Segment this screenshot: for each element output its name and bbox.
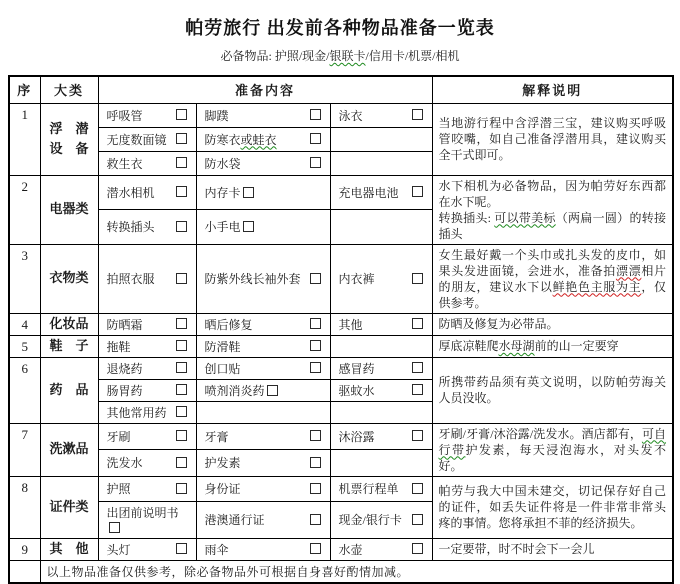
row-explanation xyxy=(432,335,673,357)
checkbox[interactable] xyxy=(310,133,321,144)
checkbox[interactable] xyxy=(310,157,321,168)
item-cell xyxy=(196,335,330,357)
item-cell xyxy=(330,210,432,245)
row-category: 鞋 子 xyxy=(40,335,98,357)
explanation-paragraph xyxy=(439,541,667,557)
item-cell xyxy=(196,450,330,477)
checkbox[interactable] xyxy=(176,133,187,144)
item-label xyxy=(107,384,143,398)
item-cell xyxy=(196,313,330,335)
row-explanation xyxy=(432,423,673,476)
item-cell xyxy=(330,538,432,560)
text-segment: 或蛙衣 xyxy=(240,132,277,147)
item-label xyxy=(107,340,131,354)
checkbox[interactable] xyxy=(310,318,321,329)
checkbox[interactable] xyxy=(310,273,321,284)
item-label xyxy=(107,133,167,147)
text-segment: 港澳通行证 xyxy=(204,513,265,527)
row-seq: 8 xyxy=(9,476,40,538)
checkbox[interactable] xyxy=(310,483,321,494)
row-explanation xyxy=(432,476,673,538)
item-cell xyxy=(330,103,432,127)
text-segment: 所携带药品须有英文说明，以防帕劳海关人员没收。 xyxy=(438,375,667,405)
footer-note: 以上物品准备仅供参考，除必备物品外可根据自身喜好酌情加减。 xyxy=(40,560,673,583)
item-cell xyxy=(196,357,330,379)
checkbox[interactable] xyxy=(109,522,120,533)
item-label xyxy=(107,186,155,200)
item-label xyxy=(205,318,253,332)
text-segment: 无度数面镜 xyxy=(106,132,167,147)
checkbox[interactable] xyxy=(412,318,423,329)
header-row xyxy=(9,76,673,103)
item-cell xyxy=(196,423,330,450)
checkbox[interactable] xyxy=(412,430,423,441)
text-segment: 肠胃药 xyxy=(106,383,143,398)
checkbox[interactable] xyxy=(310,430,321,441)
item-cell xyxy=(196,379,330,401)
footer-empty-cell xyxy=(9,560,40,583)
table-row xyxy=(9,476,673,501)
text-segment: 防紫外线长袖外套 xyxy=(204,272,301,286)
row-explanation xyxy=(432,175,673,244)
table-row xyxy=(9,103,673,127)
header-content: 准备内容 xyxy=(98,76,432,103)
text-segment: 充电器电池 xyxy=(338,185,399,200)
item-label xyxy=(107,362,143,376)
text-segment: 身份证 xyxy=(204,482,241,496)
text-segment: 救生衣 xyxy=(106,156,143,171)
text-segment: 创口贴 xyxy=(204,361,241,376)
explanation-paragraph xyxy=(439,115,667,163)
item-label xyxy=(205,543,229,557)
checkbox[interactable] xyxy=(176,340,187,351)
text-segment: 一定要带，时不时会下一会儿 xyxy=(438,542,595,556)
item-cell xyxy=(98,379,196,401)
checkbox[interactable] xyxy=(267,385,278,396)
explanation-paragraph xyxy=(439,178,667,210)
text-segment: 牙刷 xyxy=(106,429,131,444)
checkbox[interactable] xyxy=(412,273,423,284)
table-row xyxy=(9,335,673,357)
checkbox[interactable] xyxy=(243,221,254,232)
item-cell xyxy=(98,151,196,175)
item-label xyxy=(205,340,241,354)
checkbox[interactable] xyxy=(412,109,423,120)
item-cell xyxy=(330,313,432,335)
text-segment: 防滑鞋 xyxy=(204,339,241,354)
item-label xyxy=(107,157,143,171)
item-cell xyxy=(196,244,330,313)
item-label xyxy=(339,318,363,332)
text-segment: 水壶 xyxy=(338,542,363,557)
item-cell xyxy=(98,335,196,357)
document-page xyxy=(0,14,680,579)
item-label xyxy=(107,109,143,123)
text-segment: 退烧药 xyxy=(106,361,143,376)
item-cell xyxy=(330,151,432,175)
item-cell xyxy=(330,357,432,379)
item-label xyxy=(205,133,277,147)
text-segment: 头灯 xyxy=(106,542,131,557)
item-label xyxy=(339,272,375,286)
text-segment: 牙膏 xyxy=(204,429,229,444)
item-cell xyxy=(330,379,432,401)
row-category: 电器类 xyxy=(40,175,98,244)
header-explanation: 解释说明 xyxy=(432,76,673,103)
explanation-paragraph xyxy=(439,426,667,474)
checkbox[interactable] xyxy=(310,340,321,351)
item-cell xyxy=(98,401,196,423)
item-cell xyxy=(196,175,330,210)
text-segment: 漂漂 xyxy=(615,263,642,278)
checkbox[interactable] xyxy=(412,186,423,197)
item-cell xyxy=(98,313,196,335)
item-label xyxy=(339,186,399,200)
checkbox[interactable] xyxy=(176,109,187,120)
text-segment: 可自行带 xyxy=(438,426,667,457)
text-segment: 小手电 xyxy=(204,220,241,235)
item-cell xyxy=(196,210,330,245)
text-segment: 可以带美标 xyxy=(494,210,556,225)
text-segment: 牙刷/牙膏/沐浴露/洗发水。酒店都有， xyxy=(438,426,642,441)
checkbox[interactable] xyxy=(310,109,321,120)
checkbox[interactable] xyxy=(412,514,423,525)
item-label xyxy=(205,220,241,234)
text-segment: 脚蹼 xyxy=(204,108,229,123)
item-cell xyxy=(98,476,196,501)
subtitle-prefix: 必备物品: xyxy=(220,49,275,63)
item-cell xyxy=(330,175,432,210)
item-label xyxy=(107,482,131,496)
text-segment: 转换插头: xyxy=(438,210,495,225)
row-category: 证件类 xyxy=(40,476,98,538)
item-cell xyxy=(98,357,196,379)
table-row xyxy=(9,244,673,313)
row-explanation xyxy=(432,313,673,335)
checkbox[interactable] xyxy=(176,483,187,494)
text-segment: 内存卡 xyxy=(204,185,241,200)
text-segment: 护照/现金/ xyxy=(274,49,330,63)
checkbox[interactable] xyxy=(176,430,187,441)
item-label xyxy=(339,430,375,444)
item-label xyxy=(339,109,363,123)
checkbox[interactable] xyxy=(310,543,321,554)
row-category: 洗漱品 xyxy=(40,423,98,476)
text-segment: 现金/银行卡 xyxy=(338,513,402,527)
table-row xyxy=(9,357,673,379)
text-segment: 出团前说明书 xyxy=(106,505,179,520)
table-row xyxy=(9,423,673,450)
subtitle xyxy=(0,47,680,64)
item-cell xyxy=(330,127,432,151)
text-segment: 潜水相机 xyxy=(106,185,155,200)
footer-row xyxy=(9,560,673,583)
text-segment: 防寒衣 xyxy=(204,132,241,147)
checkbox[interactable] xyxy=(310,457,321,468)
row-explanation xyxy=(432,244,673,313)
item-cell xyxy=(330,335,432,357)
text-segment: 机票行程单 xyxy=(338,482,399,496)
checkbox[interactable] xyxy=(412,384,423,395)
item-cell xyxy=(196,103,330,127)
item-cell xyxy=(98,244,196,313)
text-segment: 沐浴露 xyxy=(338,429,375,444)
subtitle-items xyxy=(275,49,460,63)
item-cell xyxy=(98,501,196,538)
item-label xyxy=(107,406,167,420)
item-label xyxy=(339,362,375,376)
text-segment: 呼吸管 xyxy=(106,108,143,123)
text-segment: 晒后修复 xyxy=(204,317,253,332)
text-segment: 防晒及修复为必带品。 xyxy=(438,317,559,331)
item-cell xyxy=(98,103,196,127)
text-segment: 水下相机为必备物品，因为帕劳好东西都在水下呢。 xyxy=(438,178,667,209)
header-seq: 序 xyxy=(9,76,40,103)
text-segment: 其他常用药 xyxy=(106,405,167,420)
text-segment: 防晒霜 xyxy=(106,317,143,332)
item-label xyxy=(107,543,131,557)
item-label xyxy=(339,384,375,398)
checkbox[interactable] xyxy=(176,221,187,232)
text-segment: 护发素，每天浸泡海水，对头发不好。 xyxy=(438,442,667,473)
text-segment: 当地游行程中含浮潜三宝，建议购买呼吸管咬嘴，如自己准备浮潜用具，建议购买全干式即可。 xyxy=(438,116,667,162)
checkbox[interactable] xyxy=(176,186,187,197)
explanation-paragraph xyxy=(439,338,667,354)
text-segment: 感冒药 xyxy=(338,361,375,376)
checkbox[interactable] xyxy=(412,543,423,554)
checkbox[interactable] xyxy=(176,457,187,468)
item-cell xyxy=(196,401,330,423)
item-label xyxy=(205,362,241,376)
checkbox[interactable] xyxy=(176,318,187,329)
explanation-paragraph xyxy=(439,316,667,332)
row-category: 其 他 xyxy=(40,538,98,560)
row-category: 浮 潜 设 备 xyxy=(40,103,98,175)
item-label xyxy=(205,157,241,171)
text-segment: 女生最好戴一个头巾或扎头发的皮巾，如果头发进面镜，会进水，准备拍 xyxy=(438,247,667,278)
table-row xyxy=(9,175,673,210)
row-explanation xyxy=(432,103,673,175)
text-segment: ，仅供参考。 xyxy=(438,279,667,310)
text-segment: 喷剂消炎药 xyxy=(204,383,265,398)
item-cell xyxy=(330,501,432,538)
item-cell xyxy=(330,244,432,313)
text-segment: 内衣裤 xyxy=(338,272,375,286)
text-segment: 转换插头 xyxy=(106,220,155,235)
item-label xyxy=(339,482,399,496)
text-segment: 护发素 xyxy=(204,456,241,471)
item-label xyxy=(339,543,363,557)
text-segment: 厚底凉鞋爬 xyxy=(438,339,499,353)
text-segment: /信用卡/机票/相机 xyxy=(365,49,460,63)
text-segment: 洗发水 xyxy=(106,456,143,471)
text-segment: 雨伞 xyxy=(204,542,229,557)
table-row xyxy=(9,313,673,335)
text-segment: 银联卡 xyxy=(329,49,366,63)
header-category: 大类 xyxy=(40,76,98,103)
checkbox[interactable] xyxy=(412,483,423,494)
item-label xyxy=(205,109,229,123)
checklist-table xyxy=(8,75,674,584)
checkbox[interactable] xyxy=(412,362,423,373)
explanation-paragraph xyxy=(439,483,667,531)
item-label xyxy=(107,430,131,444)
explanation-paragraph xyxy=(439,247,667,311)
text-segment: 水母湖 xyxy=(498,339,535,353)
checkbox[interactable] xyxy=(176,273,187,284)
checkbox[interactable] xyxy=(176,157,187,168)
row-seq: 4 xyxy=(9,313,40,335)
text-segment: 拍照衣服 xyxy=(106,272,155,286)
item-cell xyxy=(196,501,330,538)
item-label xyxy=(107,220,155,234)
text-segment: 护照 xyxy=(106,482,131,496)
item-cell xyxy=(98,175,196,210)
item-label xyxy=(205,456,241,470)
row-category: 药 品 xyxy=(40,357,98,423)
checkbox[interactable] xyxy=(176,362,187,373)
item-cell xyxy=(330,401,432,423)
row-seq: 2 xyxy=(9,175,40,244)
text-segment: 帕劳与我大中国未建交，切记保存好自己的证件，如丢失证件将是一件非常非常头疼的事情。您将承担不菲的经济损失。 xyxy=(438,484,667,530)
row-explanation xyxy=(432,357,673,423)
text-segment: 前的山一定要穿 xyxy=(534,339,619,353)
item-cell xyxy=(196,476,330,501)
row-category: 化妆品 xyxy=(40,313,98,335)
row-seq: 7 xyxy=(9,423,40,476)
row-seq: 3 xyxy=(9,244,40,313)
checkbox[interactable] xyxy=(310,514,321,525)
table-row xyxy=(9,538,673,560)
item-cell xyxy=(330,450,432,477)
explanation-paragraph xyxy=(439,210,667,242)
item-cell xyxy=(330,476,432,501)
text-segment: 泳衣 xyxy=(338,108,363,123)
item-label xyxy=(107,272,155,286)
row-seq: 5 xyxy=(9,335,40,357)
item-label xyxy=(107,506,179,520)
item-label xyxy=(205,186,241,200)
row-explanation xyxy=(432,538,673,560)
item-label xyxy=(205,272,301,286)
row-seq: 6 xyxy=(9,357,40,423)
text-segment: 拖鞋 xyxy=(106,339,131,354)
text-segment: 其他 xyxy=(338,317,363,332)
item-label xyxy=(107,456,143,470)
text-segment: 相片的朋友，建议水下以 xyxy=(438,263,667,294)
item-cell xyxy=(98,210,196,245)
item-cell xyxy=(98,538,196,560)
text-segment: 防水袋 xyxy=(204,156,241,171)
checkbox[interactable] xyxy=(176,384,187,395)
item-label xyxy=(205,384,265,398)
text-segment: （两扁一圆）的转接插头 xyxy=(438,210,667,241)
item-cell xyxy=(196,151,330,175)
item-label xyxy=(205,430,229,444)
page-title: 帕劳旅行 出发前各种物品准备一览表 xyxy=(185,18,495,38)
text-segment: 鲜艳色主服为主 xyxy=(552,279,642,294)
item-cell xyxy=(196,127,330,151)
item-cell xyxy=(98,423,196,450)
checkbox[interactable] xyxy=(176,543,187,554)
item-cell xyxy=(196,538,330,560)
item-label xyxy=(107,318,143,332)
row-seq: 1 xyxy=(9,103,40,175)
checkbox[interactable] xyxy=(243,187,254,198)
text-segment: 驱蚊水 xyxy=(338,383,375,398)
explanation-paragraph xyxy=(439,374,667,406)
item-label xyxy=(205,513,265,527)
checkbox[interactable] xyxy=(176,406,187,417)
item-label xyxy=(205,482,241,496)
row-category: 衣物类 xyxy=(40,244,98,313)
row-seq: 9 xyxy=(9,538,40,560)
item-cell xyxy=(98,450,196,477)
item-cell xyxy=(98,127,196,151)
checkbox[interactable] xyxy=(310,362,321,373)
item-label xyxy=(339,513,402,527)
item-cell xyxy=(330,423,432,450)
